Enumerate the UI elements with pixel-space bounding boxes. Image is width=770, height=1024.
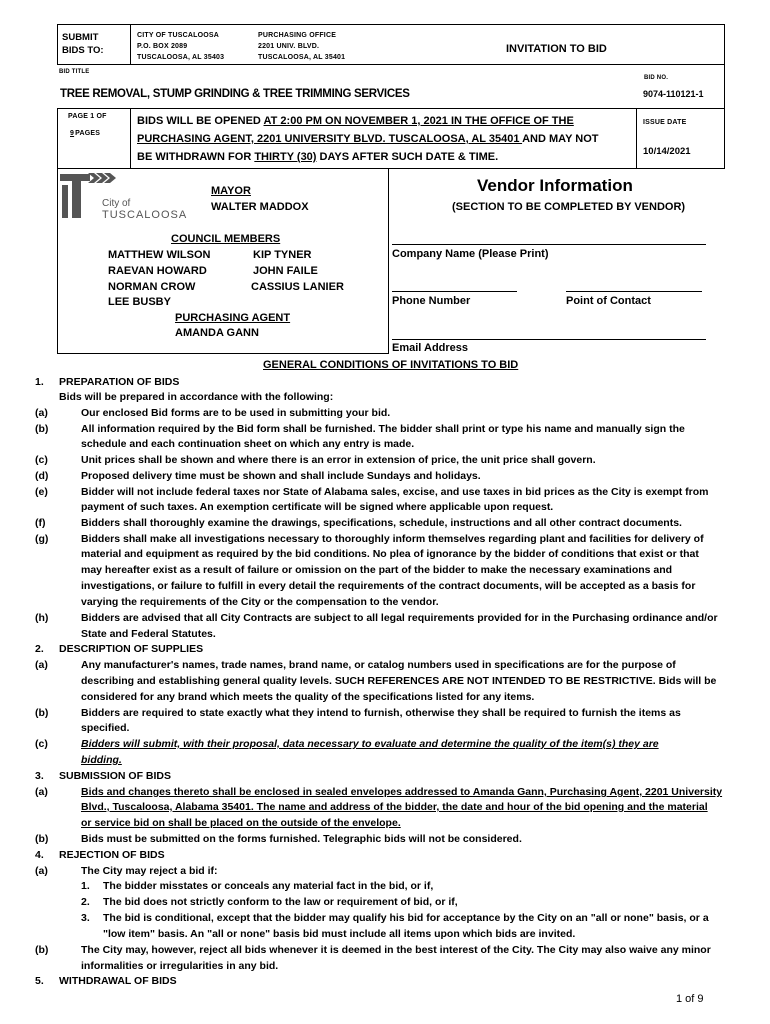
contact-field[interactable] bbox=[566, 291, 702, 292]
s4-a2-num: 2. bbox=[81, 896, 90, 908]
contact-label: Point of Contact bbox=[566, 295, 651, 307]
s4-a1: The bidder misstates or conceals any material fact in the bid, or if, bbox=[103, 880, 434, 892]
s3-title: SUBMISSION OF BIDS bbox=[59, 770, 172, 782]
submit-label-2: BIDS TO: bbox=[62, 45, 104, 56]
s4-b1: The City may, however, reject all bids whenever it is deemed in the best interest of the City. The City may also waive any minor bbox=[81, 944, 711, 956]
s1-g5: varying the requirements of the City or the compensation to the vendor. bbox=[81, 596, 439, 608]
s3-a2: Blvd., Tuscaloosa, Alabama 35401. The name and address of the bidder, the date and hour of the bid opening and the material bbox=[81, 801, 708, 813]
s1-g2: material and equipment as required by the bid conditions. No plea of ignorance by the bidder of conditions that exist or that bbox=[81, 548, 699, 560]
agent-label: PURCHASING AGENT bbox=[175, 312, 291, 324]
bid-title: TREE REMOVAL, STUMP GRINDING & TREE TRIMMING SERVICES bbox=[60, 88, 410, 100]
bid-no-label: BID NO. bbox=[644, 75, 669, 81]
s2-b2: specified. bbox=[81, 722, 130, 734]
s1-d-label: (d) bbox=[35, 470, 49, 482]
s5-title: WITHDRAWAL OF BIDS bbox=[59, 975, 177, 987]
phone-label: Phone Number bbox=[392, 295, 471, 307]
council-right: KIP TYNER JOHN FAILE CASSIUS LANIER bbox=[251, 249, 344, 293]
s2-c2: bidding. bbox=[81, 754, 122, 766]
s1-f: Bidders shall thoroughly examine the drawings, specifications, schedule, instructions and all other contract documents. bbox=[81, 517, 682, 529]
mayor-label: MAYOR bbox=[211, 185, 251, 197]
city-address: CITY OF TUSCALOOSA P.O. BOX 2089 TUSCALOOSA, AL 35403 bbox=[137, 32, 225, 61]
bid-no: 9074-110121-1 bbox=[643, 89, 704, 99]
council-left: MATTHEW WILSON RAEVAN HOWARD NORMAN CROW LEE BUSBY bbox=[108, 249, 211, 309]
s4-a3-num: 3. bbox=[81, 912, 90, 924]
agent-name: AMANDA GANN bbox=[175, 327, 259, 339]
s4-a: The City may reject a bid if: bbox=[81, 865, 218, 877]
s1-c: Unit prices shall be shown and where there is an error in extension of price, the unit price shall govern. bbox=[81, 454, 596, 466]
s2-a3: considered for any brand which meets the quality of the specifications listed for any items. bbox=[81, 691, 535, 703]
s2-num: 2. bbox=[35, 643, 44, 655]
s1-g1: Bidders shall make all investigations necessary to thoroughly inform themselves regarding plant and facilities for delivery of bbox=[81, 533, 704, 545]
email-label: Email Address bbox=[392, 342, 469, 354]
s2-a-label: (a) bbox=[35, 659, 48, 671]
s1-num: 1. bbox=[35, 376, 44, 388]
email-field[interactable] bbox=[392, 339, 706, 340]
s4-title: REJECTION OF BIDS bbox=[59, 849, 165, 861]
s1-c-label: (c) bbox=[35, 454, 48, 466]
pages-count: 9PAGES bbox=[70, 130, 101, 137]
issue-date: 10/14/2021 bbox=[643, 146, 691, 157]
s4-a3: The bid is conditional, except that the bidder may qualify his bid for acceptance by the City on an "all or none" basis, or a bbox=[103, 912, 709, 924]
conditions-title: GENERAL CONDITIONS OF INVITATIONS TO BID bbox=[263, 359, 519, 371]
s2-a1: Any manufacturer's names, trade names, brand name, or catalog numbers used in specifications are for the purpose of bbox=[81, 659, 676, 671]
s1-a-label: (a) bbox=[35, 407, 48, 419]
issue-date-label: ISSUE DATE bbox=[643, 119, 687, 126]
s1-h2: State and Federal Statutes. bbox=[81, 628, 216, 640]
s1-b2: schedule and each continuation sheet on which any entry is made. bbox=[81, 438, 415, 450]
company-name-label: Company Name (Please Print) bbox=[392, 248, 549, 260]
s4-b-label: (b) bbox=[35, 944, 49, 956]
s1-e2: payment of such taxes. An exemption certificate will be signed where applicable upon request. bbox=[81, 501, 554, 513]
s2-c1: Bidders will submit, with their proposal, data necessary to evaluate and determine the quality of the item(s) they are bbox=[81, 738, 659, 750]
page-of-label: PAGE 1 OF bbox=[68, 113, 107, 120]
vendor-subtitle: (SECTION TO BE COMPLETED BY VENDOR) bbox=[452, 201, 686, 213]
logo-line2: TUSCALOOSA bbox=[102, 209, 188, 221]
s2-a2: describing and establishing general quality levels. SUCH REFERENCES ARE NOT INTENDED TO BE RESTRICTIVE. Bids will be bbox=[81, 675, 717, 687]
s1-title: PREPARATION OF BIDS bbox=[59, 376, 180, 388]
company-name-field[interactable] bbox=[392, 244, 706, 245]
s5-num: 5. bbox=[35, 975, 44, 987]
s1-e1: Bidder will not include federal taxes nor State of Alabama sales, excise, and use taxes in bid prices as the City is exempt from bbox=[81, 486, 709, 498]
s1-g3: may hereafter exist as a result of failure or omission on the part of the bidder to make the necessary examinations and bbox=[81, 564, 673, 576]
s3-b: Bids must be submitted on the forms furnished. Telegraphic bids will not be considered. bbox=[81, 833, 522, 845]
s3-b-label: (b) bbox=[35, 833, 49, 845]
mayor-name: WALTER MADDOX bbox=[211, 201, 309, 213]
page-number: 1 of 9 bbox=[676, 993, 704, 1005]
s2-c-label: (c) bbox=[35, 738, 48, 750]
submit-label: SUBMIT bbox=[62, 32, 99, 43]
s1-b-label: (b) bbox=[35, 423, 49, 435]
s1-h1: Bidders are advised that all City Contracts are subject to all legal requirements provided for in the Purchasing ordinance and/or bbox=[81, 612, 718, 624]
s3-a3: or service bid on shall be placed on the outside of the envelope. bbox=[81, 817, 401, 829]
city-logo bbox=[60, 172, 205, 222]
logo-line1: City of bbox=[102, 198, 131, 209]
s1-g-label: (g) bbox=[35, 533, 49, 545]
s2-b1: Bidders are required to state exactly what they intend to furnish, otherwise they shall be required to furnish the items as bbox=[81, 707, 681, 719]
s1-a: Our enclosed Bid forms are to be used in submitting your bid. bbox=[81, 407, 391, 419]
s2-b-label: (b) bbox=[35, 707, 49, 719]
s4-a2: The bid does not strictly conform to the law or requirement of bid, or if, bbox=[103, 896, 458, 908]
s1-e-label: (e) bbox=[35, 486, 48, 498]
bid-title-label: BID TITLE bbox=[59, 69, 90, 75]
s4-a1-num: 1. bbox=[81, 880, 90, 892]
s1-g4: investigations, or failure to fulfill in every detail the requirements of the contract documents, will be accepted as a basis for bbox=[81, 580, 696, 592]
s4-a-label: (a) bbox=[35, 865, 48, 877]
s4-num: 4. bbox=[35, 849, 44, 861]
s4-b2: informalities or irregularities in any bid. bbox=[81, 960, 279, 972]
council-label: COUNCIL MEMBERS bbox=[171, 233, 281, 245]
s2-title: DESCRIPTION OF SUPPLIES bbox=[59, 643, 204, 655]
vendor-title: Vendor Information bbox=[477, 176, 633, 195]
s1-h-label: (h) bbox=[35, 612, 49, 624]
s1-intro: Bids will be prepared in accordance with the following: bbox=[59, 391, 334, 403]
s3-num: 3. bbox=[35, 770, 44, 782]
purchasing-address: PURCHASING OFFICE 2201 UNIV. BLVD. TUSCALOOSA, AL 35401 bbox=[258, 32, 346, 61]
s4-a3-cont: "low item" basis. An "all or none" basis bid must include all items upon which bids are invited. bbox=[103, 928, 576, 940]
s3-a-label: (a) bbox=[35, 786, 48, 798]
doc-title: INVITATION TO BID bbox=[506, 43, 607, 55]
phone-field[interactable] bbox=[392, 291, 517, 292]
s3-a1: Bids and changes thereto shall be enclosed in sealed envelopes addressed to Amanda Gann, Purchasing Agent, 2201 University bbox=[81, 786, 723, 798]
s1-b1: All information required by the Bid form shall be furnished. The bidder shall print or type his name and manually sign the bbox=[81, 423, 685, 435]
opening-notice: BIDS WILL BE OPENED AT 2:00 PM ON NOVEMBER 1, 2021 IN THE OFFICE OF THE PURCHASING AGENT, 2201 UNIVERSITY BLVD. TUSCALOOSA, AL 35401 AND MAY NOT BE WITHDRAWN FOR THIRTY (30) DAYS AFTER SUCH DATE & TIME. bbox=[137, 115, 599, 163]
s1-f-label: (f) bbox=[35, 517, 46, 529]
s1-d: Proposed delivery time must be shown and shall include Sundays and holidays. bbox=[81, 470, 481, 482]
